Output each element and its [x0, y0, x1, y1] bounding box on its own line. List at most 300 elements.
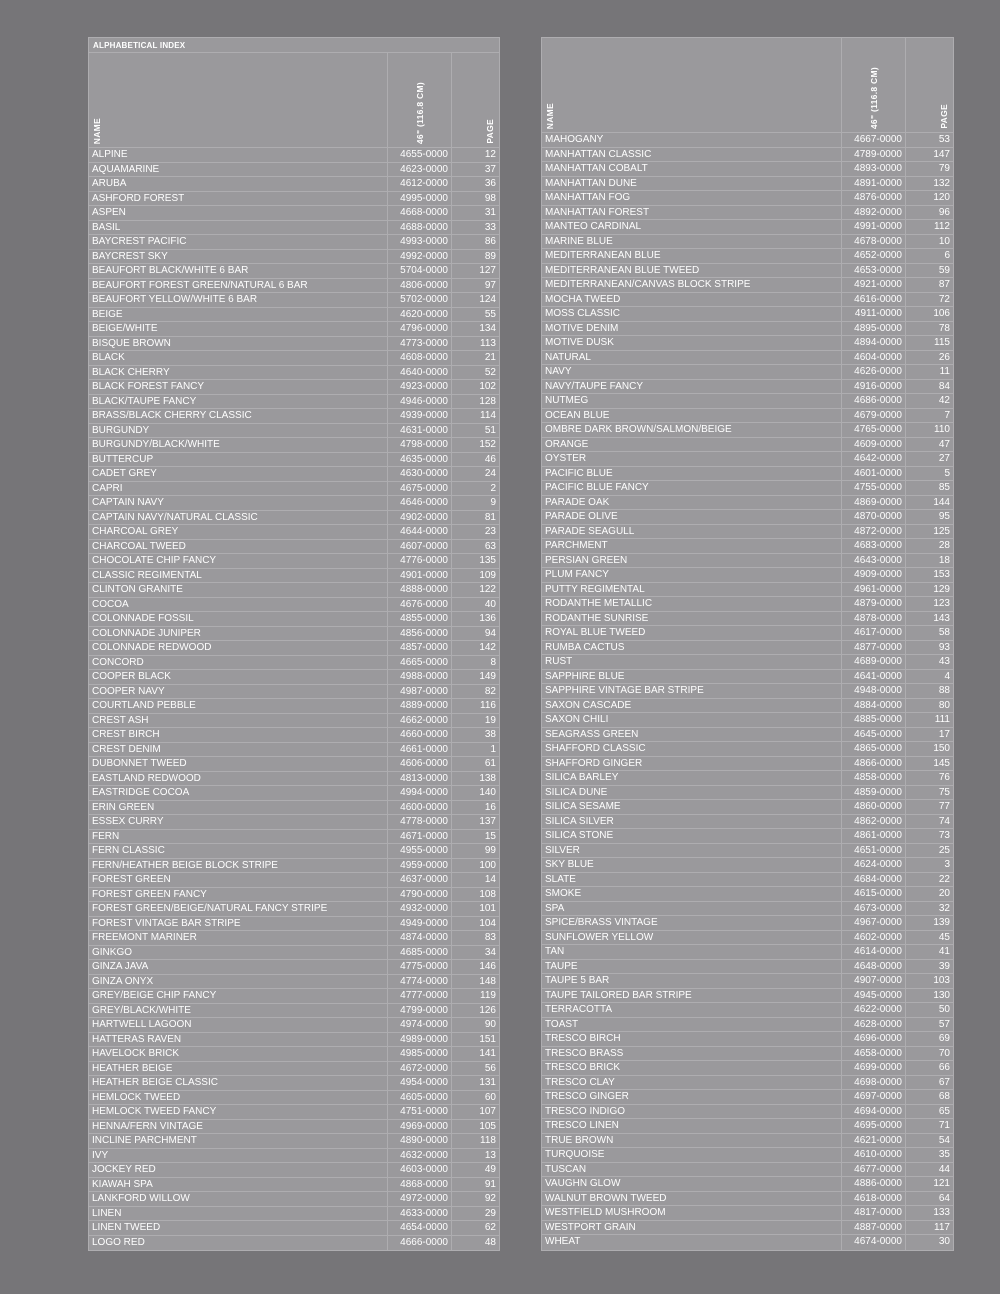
page-number-cell: 34 — [451, 946, 499, 960]
fabric-name-cell: SEAGRASS GREEN — [545, 728, 639, 740]
fabric-code-cell: 4907-0000 — [841, 974, 905, 988]
page-number-cell: 10 — [905, 235, 953, 249]
fabric-code-cell: 4672-0000 — [387, 1062, 451, 1076]
fabric-code-cell: 4959-0000 — [387, 859, 451, 873]
table-row — [89, 670, 499, 685]
table-row — [89, 1163, 499, 1178]
table-row — [542, 699, 953, 714]
table-row — [89, 438, 499, 453]
table-row — [542, 264, 953, 279]
fabric-name-cell: FOREST VINTAGE BAR STRIPE — [92, 917, 241, 929]
fabric-name-cell: BLACK/TAUPE FANCY — [92, 395, 197, 407]
fabric-name-cell: CONCORD — [92, 656, 144, 668]
fabric-name-cell: MEDITERRANEAN BLUE — [545, 250, 661, 261]
fabric-code-cell: 4699-0000 — [841, 1061, 905, 1075]
table-row — [89, 148, 499, 163]
fabric-code-cell: 4857-0000 — [387, 641, 451, 655]
page-number-cell: 115 — [905, 336, 953, 350]
fabric-code-cell: 4609-0000 — [841, 438, 905, 452]
fabric-name-cell: FERN — [92, 830, 120, 842]
fabric-code-cell: 4675-0000 — [387, 482, 451, 496]
fabric-code-cell: 4610-0000 — [841, 1148, 905, 1162]
fabric-code-cell: 4886-0000 — [841, 1177, 905, 1191]
fabric-name-cell: WHEAT — [545, 1236, 581, 1247]
fabric-name-cell: BLACK FOREST FANCY — [92, 381, 205, 392]
fabric-code-cell: 4632-0000 — [387, 1149, 451, 1163]
fabric-code-cell: 4621-0000 — [841, 1134, 905, 1148]
fabric-name-cell: LINEN TWEED — [92, 1222, 161, 1233]
page-number-cell: 50 — [905, 1003, 953, 1017]
fabric-code-cell: 4646-0000 — [387, 496, 451, 510]
table-row — [542, 293, 953, 308]
page-number-cell: 14 — [451, 873, 499, 887]
fabric-code-cell: 4604-0000 — [841, 351, 905, 365]
fabric-code-cell: 4817-0000 — [841, 1206, 905, 1220]
fabric-code-cell: 4689-0000 — [841, 655, 905, 669]
fabric-name-cell: BURGUNDY/BLACK/WHITE — [92, 439, 220, 450]
fabric-code-cell: 4955-0000 — [387, 844, 451, 858]
fabric-code-cell: 4884-0000 — [841, 699, 905, 713]
fabric-name-cell: ROYAL BLUE TWEED — [545, 627, 646, 638]
page-number-cell: 139 — [905, 916, 953, 930]
table-row — [89, 308, 499, 323]
page-number-cell: 72 — [905, 293, 953, 307]
fabric-name-cell: MOSS CLASSIC — [545, 308, 621, 319]
table-row — [542, 177, 953, 192]
fabric-name-cell: HARTWELL LAGOON — [92, 1019, 192, 1030]
page-number-cell: 48 — [451, 1236, 499, 1251]
page-number-cell: 59 — [905, 264, 953, 278]
fabric-code-cell: 4885-0000 — [841, 713, 905, 727]
fabric-name-cell: GREY/BLACK/WHITE — [92, 1004, 191, 1016]
fabric-name-cell: MANHATTAN CLASSIC — [545, 148, 652, 160]
table-row — [89, 815, 499, 830]
fabric-name-cell: BAYCREST SKY — [92, 250, 168, 262]
table-row — [89, 1120, 499, 1135]
table-row — [89, 975, 499, 990]
fabric-name-cell: SMOKE — [545, 888, 582, 899]
page-number-cell: 22 — [905, 873, 953, 887]
fabric-name-cell: TRESCO INDIGO — [545, 1105, 626, 1117]
table-row — [89, 859, 499, 874]
table-row — [89, 931, 499, 946]
table-row — [542, 510, 953, 525]
page-number-cell: 52 — [451, 366, 499, 380]
page-number-cell: 56 — [451, 1062, 499, 1076]
fabric-name-cell: FOREST GREEN FANCY — [92, 888, 207, 900]
fabric-code-cell: 4889-0000 — [387, 699, 451, 713]
fabric-code-cell: 4606-0000 — [387, 757, 451, 771]
fabric-code-cell: 4989-0000 — [387, 1033, 451, 1047]
page-number-cell: 64 — [905, 1192, 953, 1206]
fabric-name-cell: SILICA SESAME — [545, 801, 621, 812]
table-row — [89, 598, 499, 613]
fabric-code-cell: 4887-0000 — [841, 1221, 905, 1235]
fabric-name-cell: MOTIVE DUSK — [545, 337, 614, 348]
table-row — [542, 1163, 953, 1178]
table-row — [89, 540, 499, 555]
page-number-cell: 39 — [905, 960, 953, 974]
fabric-name-cell: GREY/BEIGE CHIP FANCY — [92, 990, 217, 1001]
table-row — [542, 684, 953, 699]
table-row — [542, 568, 953, 583]
fabric-name-cell: EASTLAND REDWOOD — [92, 772, 201, 784]
fabric-name-cell: BRASS/BLACK CHERRY CLASSIC — [92, 410, 252, 421]
fabric-code-cell: 4698-0000 — [841, 1076, 905, 1090]
table-row — [542, 1177, 953, 1192]
fabric-code-cell: 4790-0000 — [387, 888, 451, 902]
fabric-name-cell: NAVY/TAUPE FANCY — [545, 380, 643, 392]
fabric-name-cell: TRESCO BRICK — [545, 1062, 621, 1073]
fabric-name-cell: OYSTER — [545, 453, 587, 464]
fabric-name-cell: HEMLOCK TWEED — [92, 1091, 181, 1103]
page-number-cell: 99 — [451, 844, 499, 858]
page-number-cell: 28 — [905, 539, 953, 553]
fabric-code-cell: 4666-0000 — [387, 1236, 451, 1251]
table-row — [542, 626, 953, 641]
fabric-code-cell: 4688-0000 — [387, 221, 451, 235]
table-row — [89, 525, 499, 540]
fabric-code-cell: 4923-0000 — [387, 380, 451, 394]
fabric-code-cell: 4879-0000 — [841, 597, 905, 611]
page-number-cell: 25 — [905, 844, 953, 858]
fabric-code-cell: 4765-0000 — [841, 423, 905, 437]
fabric-code-cell: 4855-0000 — [387, 612, 451, 626]
fabric-code-cell: 4798-0000 — [387, 438, 451, 452]
page-number-cell: 31 — [451, 206, 499, 220]
table-row — [89, 1207, 499, 1222]
table-row — [89, 902, 499, 917]
page-number-cell: 151 — [451, 1033, 499, 1047]
fabric-code-cell: 4635-0000 — [387, 453, 451, 467]
page-number-cell: 53 — [905, 133, 953, 147]
page-number-cell: 61 — [451, 757, 499, 771]
fabric-name-cell: COLONNADE FOSSIL — [92, 613, 194, 624]
page-number-cell: 37 — [451, 163, 499, 177]
table-row — [89, 351, 499, 366]
fabric-code-cell: 4618-0000 — [841, 1192, 905, 1206]
table-header — [89, 53, 499, 148]
table-row — [89, 221, 499, 236]
fabric-name-cell: TRESCO LINEN — [545, 1120, 619, 1131]
table-row — [542, 394, 953, 409]
page-number-cell: 124 — [451, 293, 499, 307]
table-row — [542, 873, 953, 888]
table-row — [89, 496, 499, 511]
page-number-cell: 32 — [905, 902, 953, 916]
fabric-name-cell: NAVY — [545, 366, 572, 377]
table-row — [89, 569, 499, 584]
fabric-name-cell: HAVELOCK BRICK — [92, 1048, 180, 1059]
fabric-code-cell: 4641-0000 — [841, 670, 905, 684]
fabric-name-cell: MAHOGANY — [545, 134, 604, 145]
page-number-cell: 13 — [451, 1149, 499, 1163]
page-number-cell: 47 — [905, 438, 953, 452]
fabric-name-cell: SKY BLUE — [545, 859, 594, 870]
table-row — [542, 931, 953, 946]
fabric-code-cell: 4602-0000 — [841, 931, 905, 945]
fabric-name-cell: SPA — [545, 902, 565, 914]
fabric-code-cell: 4776-0000 — [387, 554, 451, 568]
page-number-cell: 106 — [905, 307, 953, 321]
table-row — [89, 685, 499, 700]
fabric-code-cell: 4640-0000 — [387, 366, 451, 380]
fabric-code-cell: 4995-0000 — [387, 192, 451, 206]
table-row — [89, 728, 499, 743]
fabric-name-cell: JOCKEY RED — [92, 1164, 156, 1175]
page-number-cell: 44 — [905, 1163, 953, 1177]
fabric-name-cell: PACIFIC BLUE — [545, 467, 613, 479]
page-number-cell: 140 — [451, 786, 499, 800]
page-number-cell: 131 — [451, 1076, 499, 1090]
table-row — [542, 1003, 953, 1018]
fabric-code-cell: 4616-0000 — [841, 293, 905, 307]
page-number-cell: 112 — [905, 220, 953, 234]
fabric-code-cell: 4660-0000 — [387, 728, 451, 742]
table-row — [89, 250, 499, 265]
page-number-cell: 49 — [451, 1163, 499, 1177]
fabric-code-cell: 4676-0000 — [387, 598, 451, 612]
table-row — [542, 771, 953, 786]
page-number-cell: 88 — [905, 684, 953, 698]
table-row — [542, 409, 953, 424]
table-row — [89, 279, 499, 294]
table-row — [89, 1105, 499, 1120]
fabric-name-cell: MANHATTAN FOREST — [545, 206, 650, 218]
fabric-name-cell: COURTLAND PEBBLE — [92, 700, 196, 711]
table-row — [89, 264, 499, 279]
fabric-name-cell: PARADE OAK — [545, 496, 610, 508]
fabric-code-cell: 4992-0000 — [387, 250, 451, 264]
page-number-cell: 79 — [905, 162, 953, 176]
page-number-cell: 69 — [905, 1032, 953, 1046]
fabric-name-cell: AQUAMARINE — [92, 163, 160, 175]
table-row — [542, 1018, 953, 1033]
fabric-code-cell: 4974-0000 — [387, 1018, 451, 1032]
fabric-code-cell: 4902-0000 — [387, 511, 451, 525]
page-number-cell: 101 — [451, 902, 499, 916]
fabric-name-cell: CAPTAIN NAVY/NATURAL CLASSIC — [92, 511, 258, 523]
table-row — [89, 1076, 499, 1091]
fabric-name-cell: CLASSIC REGIMENTAL — [92, 569, 202, 581]
page-number-cell: 43 — [905, 655, 953, 669]
table-row — [542, 844, 953, 859]
fabric-name-cell: CREST DENIM — [92, 743, 161, 755]
fabric-name-cell: MANHATTAN DUNE — [545, 177, 637, 189]
page-number-cell: 119 — [451, 989, 499, 1003]
table-row — [89, 917, 499, 932]
fabric-code-cell: 4967-0000 — [841, 916, 905, 930]
table-row — [542, 1235, 953, 1250]
fabric-code-cell: 4894-0000 — [841, 336, 905, 350]
table-row — [542, 148, 953, 163]
fabric-code-cell: 4860-0000 — [841, 800, 905, 814]
fabric-name-cell: TAN — [545, 946, 565, 957]
fabric-code-cell: 4686-0000 — [841, 394, 905, 408]
page-number-cell: 111 — [905, 713, 953, 727]
page-number-cell: 100 — [451, 859, 499, 873]
page-number-cell: 149 — [451, 670, 499, 684]
fabric-name-cell: DUBONNET TWEED — [92, 758, 187, 769]
table-body — [89, 148, 499, 1250]
table-row — [89, 1033, 499, 1048]
page-number-cell: 57 — [905, 1018, 953, 1032]
table-row — [542, 206, 953, 221]
fabric-name-cell: TRESCO CLAY — [545, 1076, 615, 1088]
fabric-code-cell: 4674-0000 — [841, 1235, 905, 1250]
table-row — [89, 177, 499, 192]
page-number-cell: 134 — [451, 322, 499, 336]
fabric-name-cell: SAXON CASCADE — [545, 699, 632, 711]
fabric-code-cell: 4994-0000 — [387, 786, 451, 800]
page-number-cell: 117 — [905, 1221, 953, 1235]
fabric-code-cell: 4932-0000 — [387, 902, 451, 916]
page-number-cell: 58 — [905, 626, 953, 640]
table-row — [542, 452, 953, 467]
fabric-code-cell: 4626-0000 — [841, 365, 905, 379]
fabric-code-cell: 4623-0000 — [387, 163, 451, 177]
page-number-cell: 136 — [451, 612, 499, 626]
table-row — [89, 1178, 499, 1193]
fabric-code-cell: 4652-0000 — [841, 249, 905, 263]
table-row — [542, 554, 953, 569]
page-number-cell: 148 — [451, 975, 499, 989]
page-number-cell: 7 — [905, 409, 953, 423]
table-row — [89, 1134, 499, 1149]
table-row — [542, 974, 953, 989]
fabric-name-cell: BLACK CHERRY — [92, 366, 170, 378]
fabric-name-cell: RODANTHE SUNRISE — [545, 612, 649, 624]
fabric-name-cell: WESTFIELD MUSHROOM — [545, 1207, 666, 1218]
fabric-code-cell: 4961-0000 — [841, 583, 905, 597]
table-row — [89, 467, 499, 482]
alphabetical-index-right-table — [541, 37, 954, 1251]
fabric-name-cell: COCOA — [92, 598, 129, 610]
page-number-cell: 92 — [451, 1192, 499, 1206]
page-number-cell: 15 — [451, 830, 499, 844]
name-column-header: NAME — [92, 117, 102, 144]
fabric-name-cell: BEAUFORT BLACK/WHITE 6 BAR — [92, 265, 249, 276]
table-row — [542, 641, 953, 656]
page-number-cell: 78 — [905, 322, 953, 336]
fabric-code-cell: 4668-0000 — [387, 206, 451, 220]
fabric-code-cell: 4890-0000 — [387, 1134, 451, 1148]
table-row — [89, 743, 499, 758]
fabric-name-cell: FOREST GREEN/BEIGE/NATURAL FANCY STRIPE — [92, 903, 328, 914]
table-row — [542, 757, 953, 772]
fabric-code-cell: 4630-0000 — [387, 467, 451, 481]
page-number-cell: 6 — [905, 249, 953, 263]
page-number-cell: 3 — [905, 858, 953, 872]
page-number-cell: 122 — [451, 583, 499, 597]
fabric-code-cell: 4945-0000 — [841, 989, 905, 1003]
fabric-name-cell: TAUPE TAILORED BAR STRIPE — [545, 989, 692, 1001]
fabric-name-cell: BAYCREST PACIFIC — [92, 236, 187, 247]
fabric-name-cell: CHARCOAL GREY — [92, 526, 179, 537]
fabric-name-cell: MOCHA TWEED — [545, 293, 621, 305]
fabric-code-cell: 4665-0000 — [387, 656, 451, 670]
table-row — [542, 815, 953, 830]
page-number-cell: 113 — [451, 337, 499, 351]
page-number-cell: 21 — [451, 351, 499, 365]
table-row — [89, 699, 499, 714]
fabric-name-cell: MANHATTAN FOG — [545, 192, 631, 203]
page-number-cell: 63 — [451, 540, 499, 554]
page-number-cell: 118 — [451, 1134, 499, 1148]
fabric-code-cell: 4813-0000 — [387, 772, 451, 786]
fabric-name-cell: MARINE BLUE — [545, 235, 613, 247]
fabric-code-cell: 4696-0000 — [841, 1032, 905, 1046]
table-row — [89, 583, 499, 598]
page-number-cell: 16 — [451, 801, 499, 815]
fabric-code-cell: 4869-0000 — [841, 496, 905, 510]
fabric-code-cell: 4901-0000 — [387, 569, 451, 583]
table-row — [542, 365, 953, 380]
fabric-name-cell: TRESCO GINGER — [545, 1091, 629, 1102]
table-row — [542, 322, 953, 337]
fabric-code-cell: 4612-0000 — [387, 177, 451, 191]
fabric-code-cell: 4673-0000 — [841, 902, 905, 916]
fabric-code-cell: 4985-0000 — [387, 1047, 451, 1061]
fabric-code-cell: 4658-0000 — [841, 1047, 905, 1061]
fabric-name-cell: MOTIVE DENIM — [545, 322, 619, 334]
page-number-cell: 146 — [451, 960, 499, 974]
fabric-name-cell: LOGO RED — [92, 1236, 145, 1248]
fabric-name-cell: BLACK — [92, 352, 125, 363]
table-row — [89, 757, 499, 772]
table-row — [89, 366, 499, 381]
page-number-cell: 98 — [451, 192, 499, 206]
page-number-cell: 71 — [905, 1119, 953, 1133]
fabric-code-cell: 4911-0000 — [841, 307, 905, 321]
fabric-code-cell: 4949-0000 — [387, 917, 451, 931]
fabric-code-cell: 4878-0000 — [841, 612, 905, 626]
page-number-cell: 82 — [451, 685, 499, 699]
table-row — [89, 960, 499, 975]
table-row — [542, 655, 953, 670]
page-number-cell: 29 — [451, 1207, 499, 1221]
fabric-code-cell: 4662-0000 — [387, 714, 451, 728]
page-number-cell: 89 — [451, 250, 499, 264]
fabric-name-cell: CREST BIRCH — [92, 729, 160, 740]
fabric-name-cell: COOPER BLACK — [92, 671, 171, 682]
fabric-code-cell: 4861-0000 — [841, 829, 905, 843]
table-row — [89, 627, 499, 642]
page-number-cell: 102 — [451, 380, 499, 394]
fabric-name-cell: PARADE SEAGULL — [545, 525, 635, 537]
table-row — [542, 336, 953, 351]
page-number-cell: 129 — [905, 583, 953, 597]
table-row — [542, 800, 953, 815]
page-number-cell: 96 — [905, 206, 953, 220]
fabric-code-cell: 4866-0000 — [841, 757, 905, 771]
fabric-name-cell: TURQUOISE — [545, 1149, 605, 1160]
page-number-cell: 26 — [905, 351, 953, 365]
page-number-cell: 127 — [451, 264, 499, 278]
fabric-name-cell: RUST — [545, 656, 573, 667]
page-number-cell: 40 — [451, 598, 499, 612]
fabric-name-cell: GINKGO — [92, 946, 133, 958]
page-number-cell: 62 — [451, 1221, 499, 1235]
page-number-cell: 60 — [451, 1091, 499, 1105]
fabric-name-cell: SLATE — [545, 873, 576, 885]
fabric-name-cell: CAPRI — [92, 482, 123, 494]
fabric-name-cell: TRESCO BIRCH — [545, 1033, 621, 1044]
fabric-name-cell: NATURAL — [545, 351, 591, 363]
table-row — [89, 801, 499, 816]
fabric-code-cell: 4683-0000 — [841, 539, 905, 553]
table-row — [89, 786, 499, 801]
